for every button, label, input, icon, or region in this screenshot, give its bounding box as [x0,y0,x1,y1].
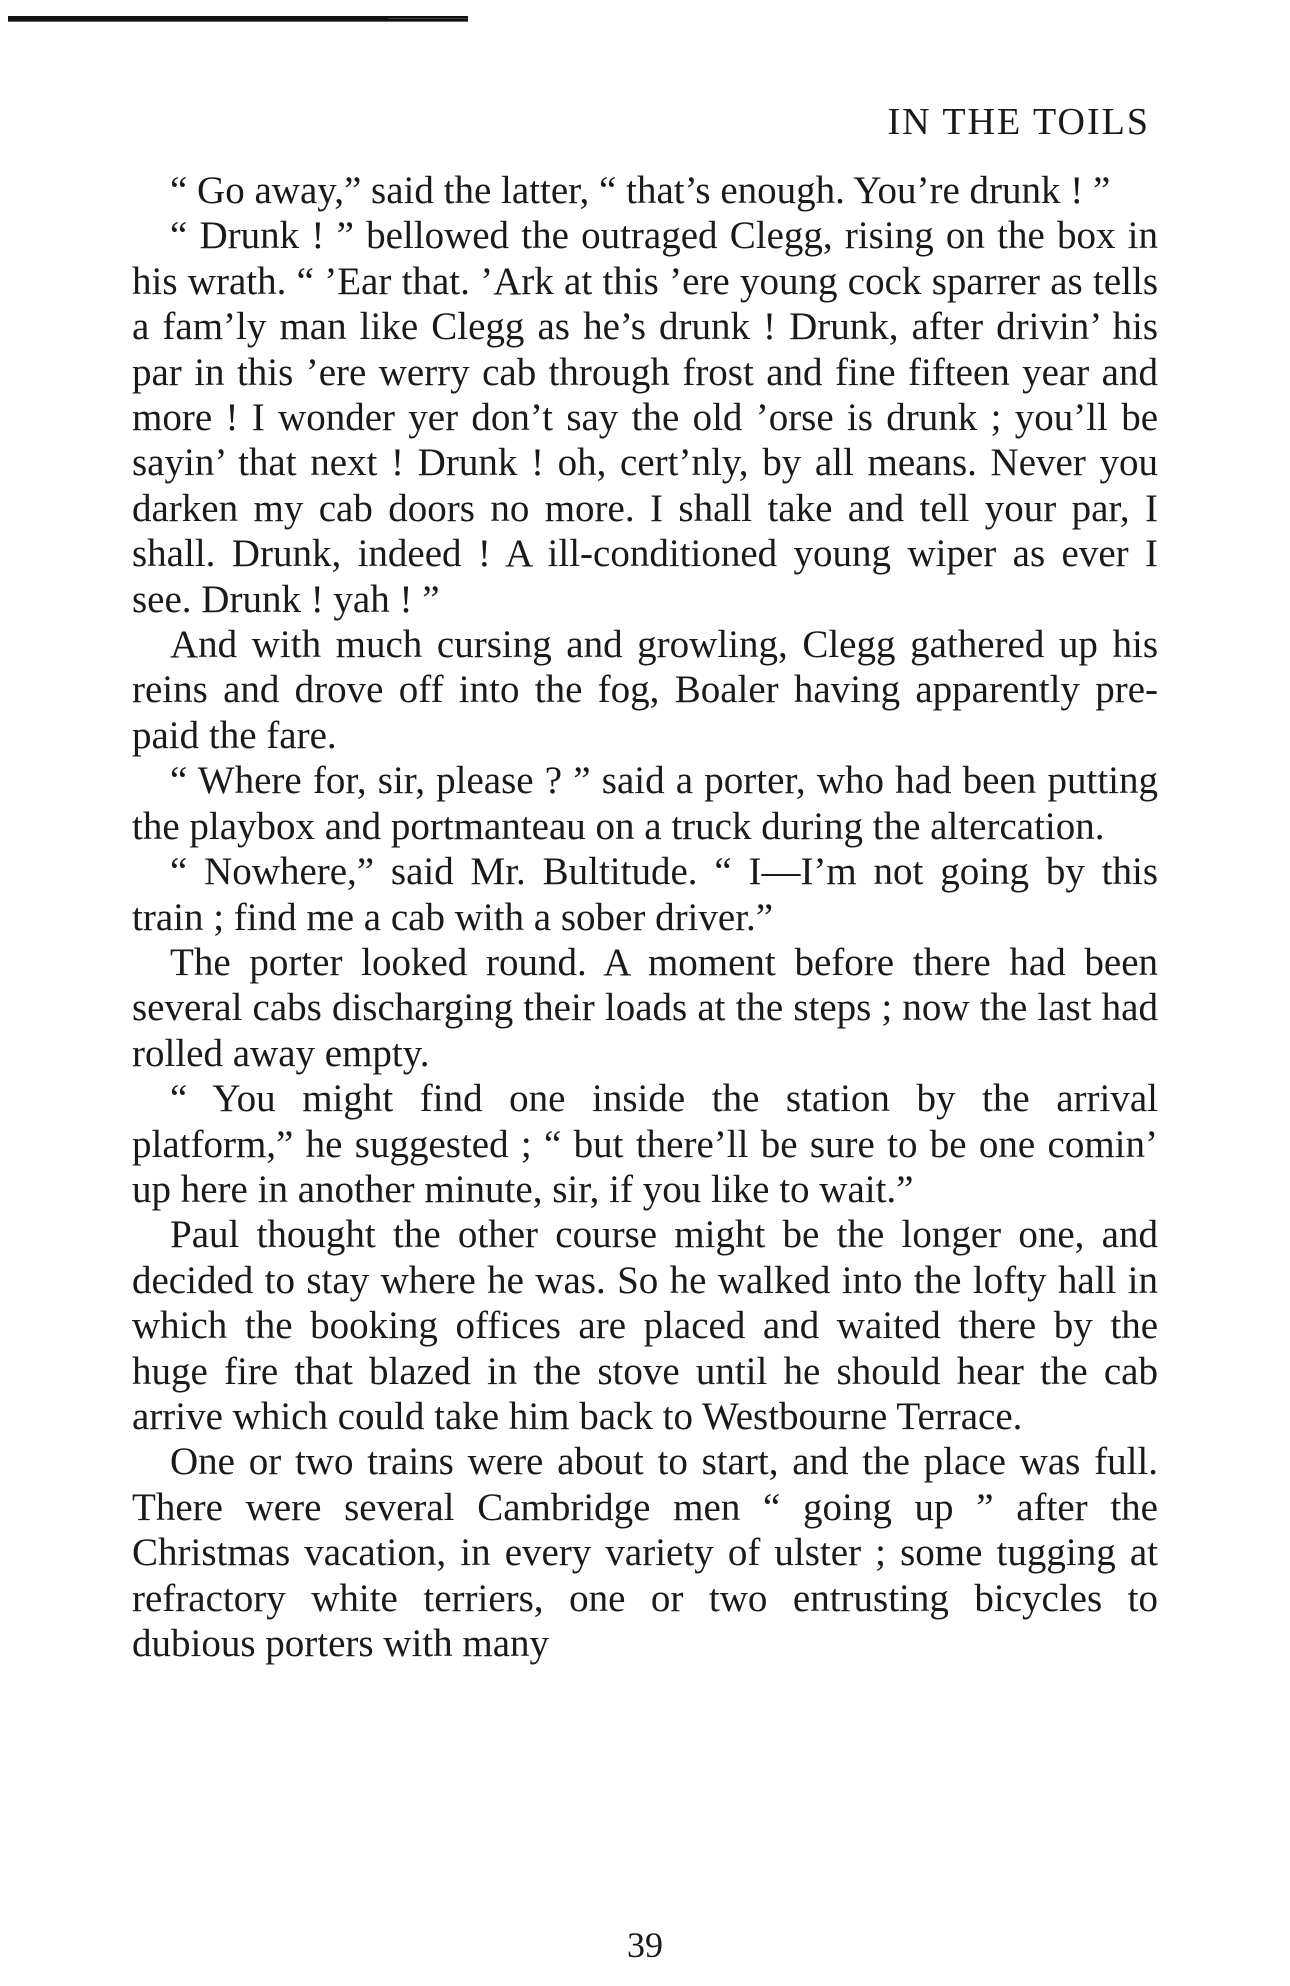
paragraph: “ Where for, sir, please ? ” said a porter, who had been putting the playbox and portmanteau on a truck during the altercation. [132,759,1158,848]
paragraph: “ You might find one inside the station by the arrival platform,” he suggested ; “ but there’ll be sure to be one comin’ up here in another minute, sir, if you like to wait.” [132,1077,1158,1211]
page-number: 39 [627,1925,663,1965]
paragraph: And with much cursing and growling, Clegg gathered up his reins and drove off into the fog, Boaler having apparently pre-paid the fare. [132,623,1158,757]
paragraph: Paul thought the other course might be the longer one, and decided to stay where he was. So he walked into the lofty hall in which the booking offices are placed and waited there by the huge fire that blazed in the stove until he should hear the cab arrive which could take him back to Westbourne Terrace. [132,1213,1158,1438]
paragraph: One or two trains were about to start, and the place was full. There were several Cambridge men “ going up ” after the Christmas vacation, in every variety of ulster ; some tugging at refractory white terriers, one or two entrusting bicycles to dubious porters with many [132,1440,1158,1665]
body-text [132,168,1158,1666]
top-rule [8,16,468,22]
paragraph: The porter looked round. A moment before there had been several cabs discharging their loads at the steps ; now the last had rolled away empty. [132,940,1158,1075]
paragraph: “ Go away,” said the latter, “ that’s enough. You’re drunk ! ” [170,169,1111,212]
running-head: IN THE TOILS [887,101,1150,143]
paragraph: “ Drunk ! ” bellowed the outraged Clegg, rising on the box in his wrath. “ ’Ear that. ’Ark at this ’ere young cock sparrer as tells a fam’ly man like Clegg as he’s drunk ! Drunk, after drivin’ his par in this ’ere werry cab through frost and fine fifteen year and more ! I wonder yer don’t say the old ’orse is drunk ; you’ll be sayin’ that next ! Drunk ! oh, cert’nly, by all means. Never you darken my cab doors no more. I shall take and tell your par, I shall. Drunk, indeed ! A ill-conditioned young wiper as ever I see. Drunk ! yah ! ” [132,214,1158,621]
paragraph: “ Nowhere,” said Mr. Bultitude. “ I—I’m not going by this train ; find me a cab with a sober driver.” [132,850,1158,939]
